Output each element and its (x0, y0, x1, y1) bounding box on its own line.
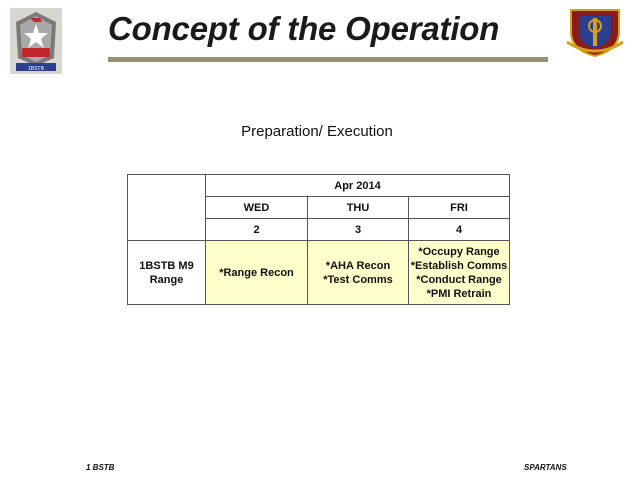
activity-item: *Test Comms (323, 273, 393, 286)
section-subtitle (0, 123, 638, 140)
activity-cell-thu (308, 241, 409, 305)
footer-motto-label: SPARTANS (524, 463, 567, 472)
activity-item: *PMI Retrain (426, 287, 492, 300)
activity-item: *Occupy Range (418, 245, 500, 258)
unit-crest-logo (565, 6, 625, 58)
schedule-table (127, 174, 510, 305)
activity-cell-fri (409, 241, 510, 305)
activity-item: *Range Recon (219, 266, 294, 279)
day-header: WED (206, 197, 308, 219)
date-header: 3 (308, 219, 409, 241)
svg-text:1BSTB: 1BSTB (28, 66, 44, 72)
activity-item: *Conduct Range (416, 273, 502, 286)
date-header: 2 (206, 219, 308, 241)
section-subtitle-text: Preparation/ Execution (241, 123, 393, 140)
table-corner-cell (128, 175, 206, 241)
footer-unit-label: 1 BSTB (86, 463, 115, 472)
day-header: FRI (409, 197, 510, 219)
table-row (128, 241, 510, 305)
activity-item: *Establish Comms (410, 259, 508, 272)
date-header: 4 (409, 219, 510, 241)
day-header: THU (308, 197, 409, 219)
row-label-cell (128, 241, 206, 305)
row-label-line: 1BSTB M9 (139, 259, 194, 272)
activity-cell-wed (206, 241, 308, 305)
month-header: Apr 2014 (206, 175, 510, 197)
activity-item: *AHA Recon (325, 259, 391, 272)
title-divider (108, 57, 548, 62)
brigade-patch-logo (10, 8, 62, 74)
page-title: Concept of the Operation (108, 10, 500, 47)
row-label-line: Range (149, 273, 184, 286)
